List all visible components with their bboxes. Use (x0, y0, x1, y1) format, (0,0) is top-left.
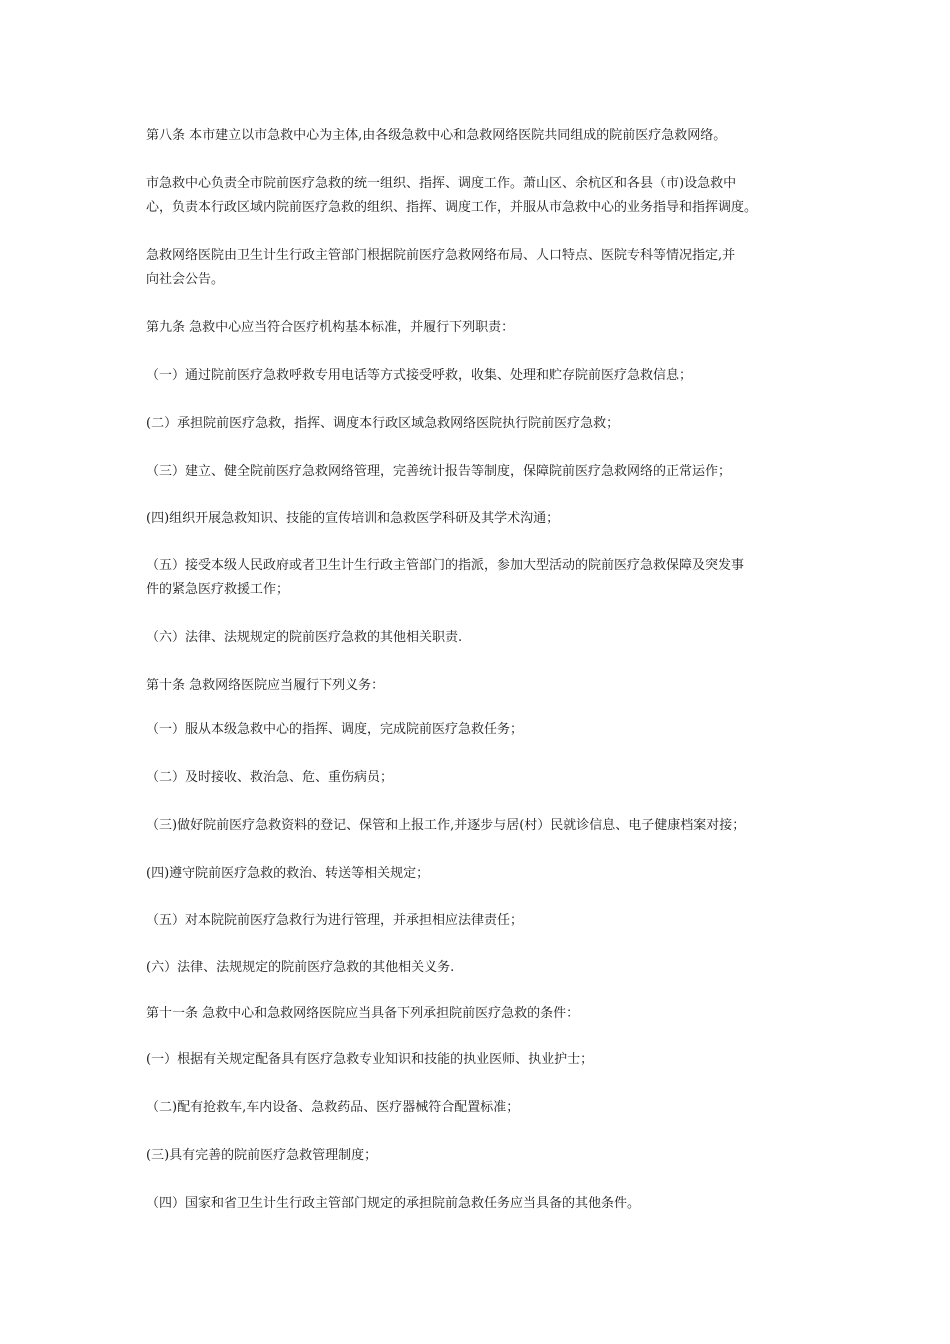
text-line: (四)遵守院前医疗急救的救治、转送等相关规定； (146, 866, 430, 881)
text-line: 心，负责本行政区域内院前医疗急救的组织、指挥、调度工作，并服从市急救中心的业务指导和指挥调度。 (146, 200, 758, 215)
list-item (146, 1096, 814, 1120)
text-line: 第九条 急救中心应当符合医疗机构基本标准，并履行下列职责： (146, 320, 515, 335)
city-center-duties-paragraph (146, 172, 814, 220)
article-11-paragraph (146, 1002, 814, 1026)
text-line: (四)组织开展急救知识、技能的宣传培训和急救医学科研及其学术沟通； (146, 511, 560, 526)
list-item (146, 1192, 814, 1216)
text-line: （二）及时接收、救治急、危、重伤病员； (146, 770, 394, 785)
text-line: (六）法律、法规规定的院前医疗急救的其他相关义务. (146, 960, 455, 975)
text-line: （三)做好院前医疗急救资料的登记、保管和上报工作,并逐步与居(村）民就诊信息、电子健康档案对接； (146, 818, 746, 833)
text-line: （一）通过院前医疗急救呼救专用电话等方式接受呼救，收集、处理和贮存院前医疗急救信息； (146, 368, 693, 383)
text-line: 急救网络医院由卫生计生行政主管部门根据院前医疗急救网络布局、人口特点、医院专科等情况指定,并 (146, 248, 736, 263)
text-line: (三)具有完善的院前医疗急救管理制度； (146, 1148, 378, 1163)
text-line: （二)配有抢救车,车内设备、急救药品、医疗器械符合配置标准； (146, 1100, 520, 1115)
list-item (146, 956, 814, 980)
text-line: （四）国家和省卫生计生行政主管部门规定的承担院前急救任务应当具备的其他条件。 (146, 1196, 641, 1211)
list-item (146, 909, 814, 933)
list-item (146, 626, 814, 650)
list-item (146, 554, 814, 602)
list-item (146, 814, 814, 838)
list-item (146, 1048, 814, 1072)
article-9-paragraph (146, 316, 814, 340)
list-item (146, 460, 814, 484)
text-line: （六）法律、法规规定的院前医疗急救的其他相关职责. (146, 630, 463, 645)
text-line: （五）对本院院前医疗急救行为进行管理，并承担相应法律责任； (146, 913, 524, 928)
text-line: 向社会公告。 (146, 272, 225, 287)
text-line: (二）承担院前医疗急救，指挥、调度本行政区域急救网络医院执行院前医疗急救； (146, 416, 620, 431)
text-line: 第十一条 急救中心和急救网络医院应当具备下列承担院前医疗急救的条件： (146, 1006, 580, 1021)
list-item (146, 862, 814, 886)
list-item (146, 1144, 814, 1168)
text-line: （一）服从本级急救中心的指挥、调度，完成院前医疗急救任务； (146, 722, 524, 737)
article-10-paragraph (146, 674, 814, 698)
article-8-paragraph (146, 124, 814, 148)
text-line: 件的紧急医疗救援工作； (146, 582, 290, 597)
list-item (146, 507, 814, 531)
list-item (146, 364, 814, 388)
list-item (146, 766, 814, 790)
text-line: （三）建立、健全院前医疗急救网络管理，完善统计报告等制度，保障院前医疗急救网络的正常运作； (146, 464, 732, 479)
text-line: 第八条 本市建立以市急救中心为主体,由各级急救中心和急救网络医院共同组成的院前医疗急救网络。 (146, 128, 727, 143)
text-line: 第十条 急救网络医院应当履行下列义务： (146, 678, 385, 693)
list-item (146, 412, 814, 436)
text-line: （五）接受本级人民政府或者卫生计生行政主管部门的指派，参加大型活动的院前医疗急救保障及突发事 (146, 558, 745, 573)
list-item (146, 718, 814, 742)
network-hospital-paragraph (146, 244, 814, 292)
text-line: 市急救中心负责全市院前医疗急救的统一组织、指挥、调度工作。萧山区、余杭区和各县（市)设急救中 (146, 176, 737, 191)
text-line: (一）根据有关规定配备具有医疗急救专业知识和技能的执业医师、执业护士； (146, 1052, 594, 1067)
